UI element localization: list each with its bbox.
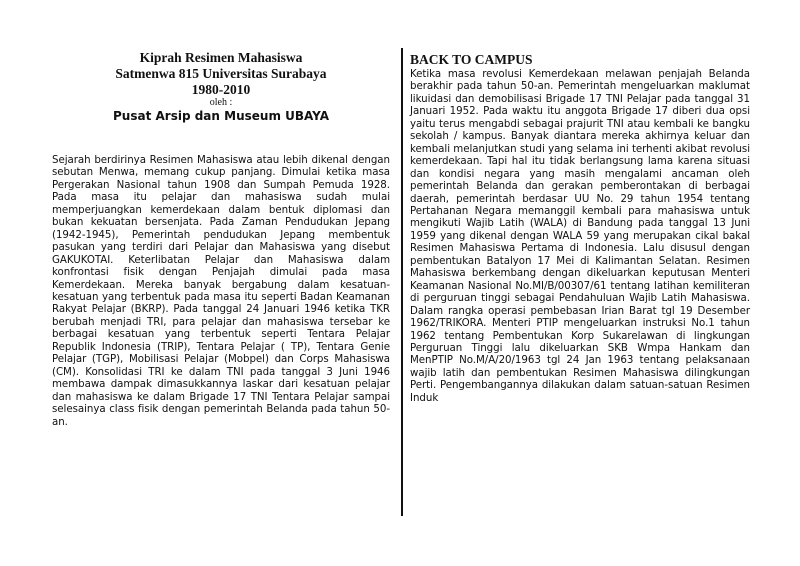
header-years: 1980-2010 <box>191 82 251 97</box>
right-column <box>410 52 750 404</box>
column-divider <box>401 48 403 516</box>
right-body-paragraph: Ketika masa revolusi Kemerdekaan melawan penjajah Belanda berakhir pada tahun 50-an. Pemerintah mengeluarkan maklumat likuidasi dan demobilisasi Brigade 17 TNI Pelajar pada tanggal 31 Januari 1952. Pada waktu itu anggota Brigade 17 diberi dua opsi yaitu terus mengabdi sebagai prajurit TNI atau kembali ke bangku sekolah / kampus. Banyak diantara mereka akhirnya keluar dan kembali melanjutkan studi yang selama ini terhenti akibat revolusi kemerdekaan. Tapi hal itu tidak berlangsung lama karena situasi dan kondisi negara yang masih mengalami ancaman oleh pemerintah Belanda dan gerakan pemberontakan di berbagai daerah, pemerintah berdasar UU No. 29 tahun 1954 tentang Pertahanan Negara memanggil kembali para mahasiswa untuk mengikuti Wajib Latih (WALA) di Bandung pada tanggal 13 Juni 1959 yang dikenal dengan WALA 59 yang merupakan cikal bakal Resimen Mahasiswa Pertama di Indonesia. Lalu disusul dengan pembentukan Batalyon 17 Mei di Kalimantan Selatan. Resimen Mahasiswa berkembang dengan dikeluarkan keputusan Menteri Keamanan Nasional No.MI/B/00307/61 tentang latihan kemiliteran di perguruan tinggi sebagai Pendahuluan Wajib Latih Mahasiswa. Dalam rangka operasi pembebasan Irian Barat tgl 19 Desember 1962/TRIKORA. Menteri PTIP mengeluarkan instruksi No.1 tahun 1962 tentang Pembentukan Korp Sukarelawan di lingkungan Perguruan Tinggi lalu dikeluarkan SKB Wmpa Hankam dan MenPTIP No.M/A/20/1963 tgl 24 Jan 1963 tentang pelaksanaan wajib latih dan pembentukan Resimen Mahasiswa dilingkungan Perti. Pengembangannya dilakukan dalam satuan-satuan Resimen Induk <box>410 68 750 404</box>
header-title: Kiprah Resimen Mahasiswa <box>139 50 303 65</box>
left-body-paragraph: Sejarah berdirinya Resimen Mahasiswa atau lebih dikenal dengan sebutan Menwa, memang cukup panjang. Dimulai ketika masa Pergerakan Nasional tahun 1908 dan Sumpah Pemuda 1928. Pada masa itu pelajar dan mahasiswa sudah mulai memperjuangkan kemerdekaan dalam bentuk diplomasi dan bukan kekuatan bersenjata. Pada Zaman Pendudukan Jepang (1942-1945), Pemerintah pendudukan Jepang membentuk pasukan yang terdiri dari Pelajar dan Mahasiswa yang disebut GAKUKOTAI. Keterlibatan Pelajar dan Mahasiswa dalam konfrontasi fisik dengan Penjajah dimulai pada masa Kemerdekaan. Mereka banyak bergabung dalam kesatuan-kesatuan yang terbentuk pada masa itu seperti Badan Keamanan Rakyat Pelajar (BKRP). Pada tanggal 24 Januari 1946 ketika TKR berubah menjadi TRI, para pelajar dan mahasiswa tersebar ke berbagai kesatuan yang terbentuk seperti Tentara Pelajar Republik Indonesia (TRIP), Tentara Pelajar ( TP), Tentara Genie Pelajar (TGP), Mobilisasi Pelajar (Mobpel) dan Corps Mahasiswa (CM). Konsolidasi TRI ke dalam TNI pada tanggal 3 Juni 1946 membawa dampak dimasukkannya laskar dari kesatuan pelajar dan mahasiswa ke dalam Brigade 17 TNI Tentara Pelajar sampai selesainya class fisik dengan pemerintah Belanda pada tahun 50-an. <box>52 154 390 428</box>
header-by: oleh : <box>209 97 233 108</box>
section-title: BACK TO CAMPUS <box>410 52 533 67</box>
header-unit: Satmenwa 815 Universitas Surabaya <box>115 66 327 81</box>
document-header <box>52 50 390 125</box>
left-column <box>52 50 390 428</box>
header-author: Pusat Arsip dan Museum UBAYA <box>113 109 329 123</box>
